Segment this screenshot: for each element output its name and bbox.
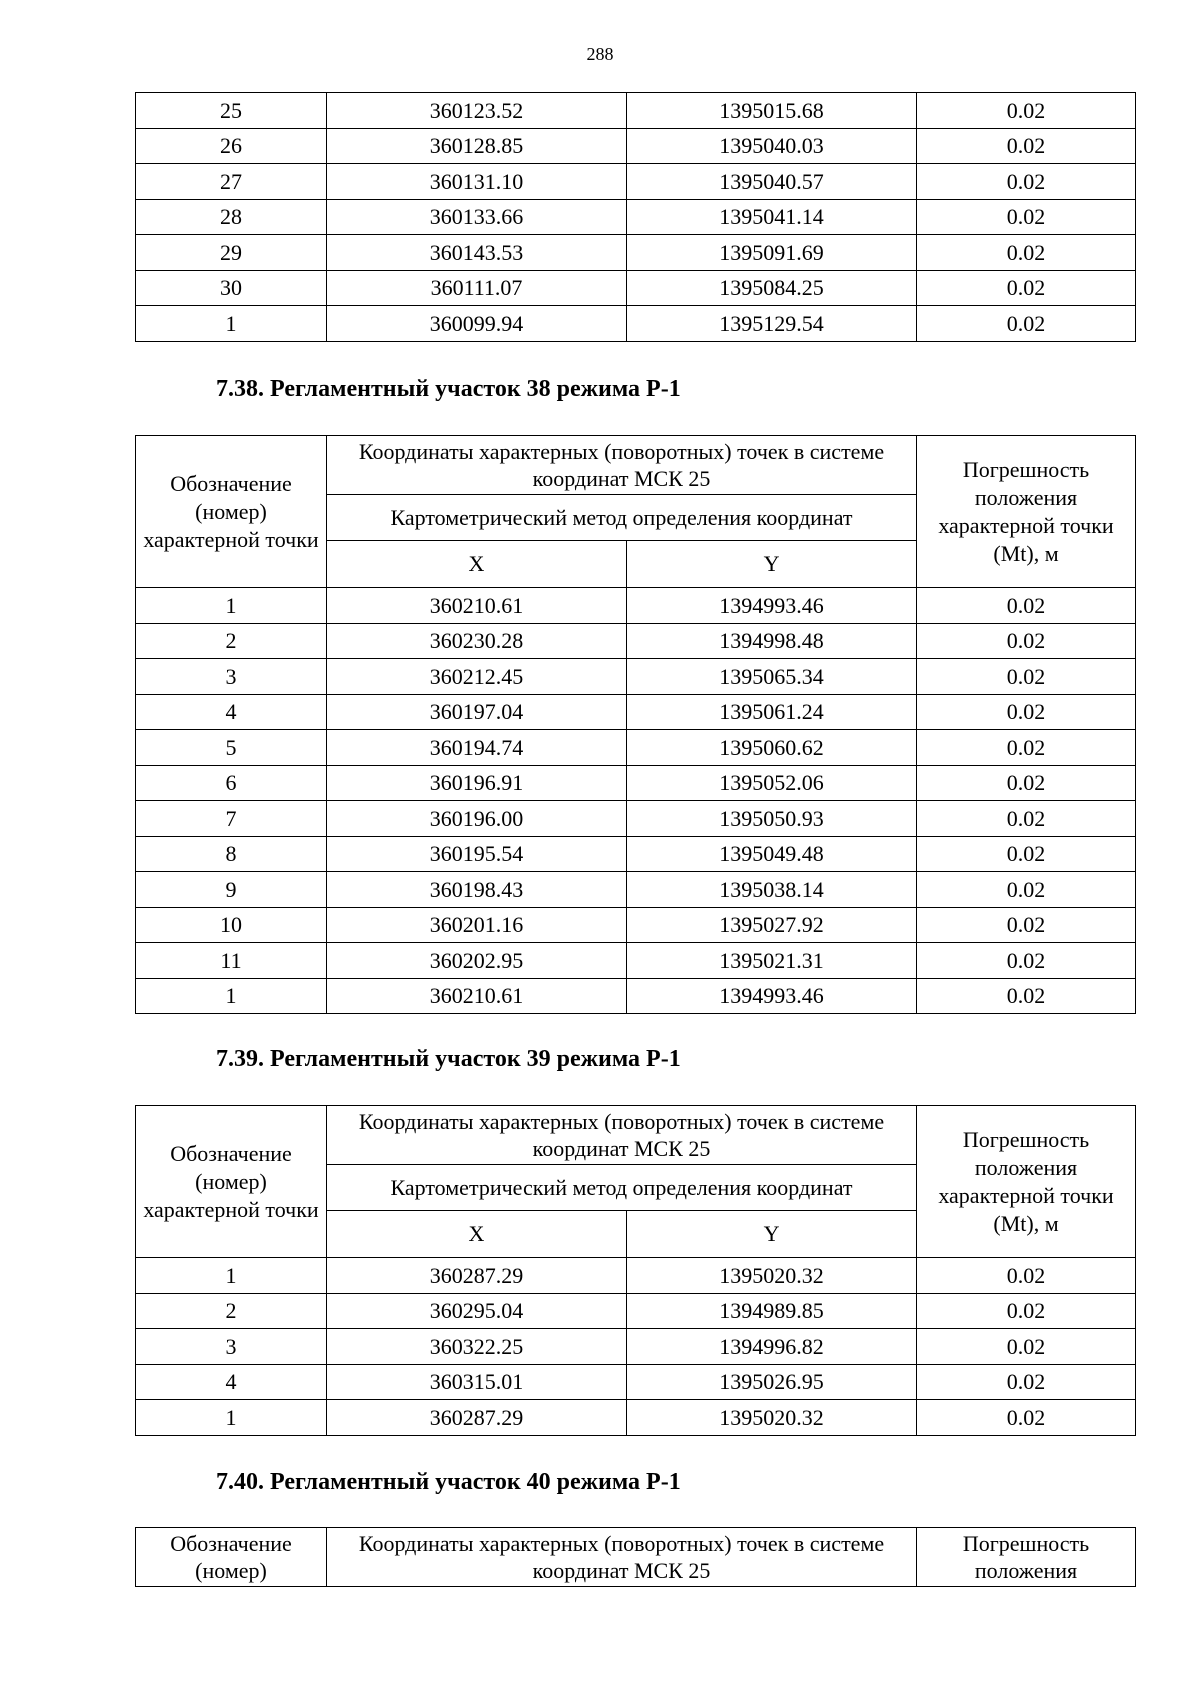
point-number: 1 <box>136 978 327 1014</box>
point-number: 8 <box>136 836 327 872</box>
position-error: 0.02 <box>917 235 1136 271</box>
coord-y: 1394993.46 <box>627 588 917 624</box>
coord-x: 360196.91 <box>327 765 627 801</box>
table-row <box>136 801 1136 837</box>
coord-y: 1395129.54 <box>627 306 917 342</box>
point-number: 26 <box>136 128 327 164</box>
coord-y: 1394993.46 <box>627 978 917 1014</box>
coord-y: 1394998.48 <box>627 623 917 659</box>
position-error: 0.02 <box>917 907 1136 943</box>
position-error: 0.02 <box>917 943 1136 979</box>
position-error: 0.02 <box>917 978 1136 1014</box>
position-error: 0.02 <box>917 872 1136 908</box>
position-error: 0.02 <box>917 623 1136 659</box>
table-row <box>136 836 1136 872</box>
position-error: 0.02 <box>917 588 1136 624</box>
table-row <box>136 943 1136 979</box>
coord-y: 1395091.69 <box>627 235 917 271</box>
coord-x: 360131.10 <box>327 164 627 200</box>
table-row <box>136 1293 1136 1329</box>
table-row <box>136 93 1136 129</box>
header-x: X <box>327 541 627 588</box>
table-row <box>136 1329 1136 1365</box>
table-row <box>136 694 1136 730</box>
coord-x: 360202.95 <box>327 943 627 979</box>
coordinates-table-40 <box>135 1527 1136 1587</box>
coord-y: 1395040.57 <box>627 164 917 200</box>
header-x: X <box>327 1211 627 1258</box>
header-coords: Координаты характерных (поворотных) точек в системе координат МСК 25 <box>327 1106 917 1165</box>
point-number: 25 <box>136 93 327 129</box>
position-error: 0.02 <box>917 270 1136 306</box>
coord-y: 1395038.14 <box>627 872 917 908</box>
header-error: Погрешность положения характерной точки (Mt), м <box>917 436 1136 588</box>
coord-x: 360287.29 <box>327 1258 627 1294</box>
header-coords: Координаты характерных (поворотных) точек в системе координат МСК 25 <box>327 1528 917 1587</box>
table-row <box>136 765 1136 801</box>
coord-x: 360322.25 <box>327 1329 627 1365</box>
table-row <box>136 623 1136 659</box>
point-number: 10 <box>136 907 327 943</box>
position-error: 0.02 <box>917 164 1136 200</box>
point-number: 29 <box>136 235 327 271</box>
coord-y: 1395049.48 <box>627 836 917 872</box>
position-error: 0.02 <box>917 1329 1136 1365</box>
coord-y: 1395041.14 <box>627 199 917 235</box>
position-error: 0.02 <box>917 199 1136 235</box>
coord-x: 360128.85 <box>327 128 627 164</box>
table-row <box>136 907 1136 943</box>
table-row <box>136 1364 1136 1400</box>
coord-y: 1395065.34 <box>627 659 917 695</box>
point-number: 11 <box>136 943 327 979</box>
coord-y: 1395020.32 <box>627 1258 917 1294</box>
position-error: 0.02 <box>917 1293 1136 1329</box>
position-error: 0.02 <box>917 730 1136 766</box>
coord-x: 360197.04 <box>327 694 627 730</box>
point-number: 1 <box>136 1258 327 1294</box>
section-title-40: 7.40. Регламентный участок 40 режима Р-1 <box>216 1469 681 1495</box>
coord-x: 360194.74 <box>327 730 627 766</box>
position-error: 0.02 <box>917 1400 1136 1436</box>
position-error: 0.02 <box>917 93 1136 129</box>
coord-x: 360196.00 <box>327 801 627 837</box>
header-error-truncated: Погрешность положения <box>917 1528 1136 1587</box>
position-error: 0.02 <box>917 1258 1136 1294</box>
coord-y: 1394996.82 <box>627 1329 917 1365</box>
header-point-truncated: Обозначение (номер) <box>136 1528 327 1587</box>
point-number: 2 <box>136 1293 327 1329</box>
point-number: 1 <box>136 1400 327 1436</box>
coord-x: 360212.45 <box>327 659 627 695</box>
coord-y: 1395026.95 <box>627 1364 917 1400</box>
table-row <box>136 270 1136 306</box>
point-number: 30 <box>136 270 327 306</box>
table-row <box>136 1400 1136 1436</box>
position-error: 0.02 <box>917 836 1136 872</box>
table-row <box>136 199 1136 235</box>
coord-x: 360198.43 <box>327 872 627 908</box>
coord-x: 360210.61 <box>327 978 627 1014</box>
table-row <box>136 1258 1136 1294</box>
position-error: 0.02 <box>917 306 1136 342</box>
point-number: 3 <box>136 1329 327 1365</box>
header-method: Картометрический метод определения координат <box>327 495 917 541</box>
position-error: 0.02 <box>917 801 1136 837</box>
coord-x: 360123.52 <box>327 93 627 129</box>
coord-y: 1395060.62 <box>627 730 917 766</box>
coord-x: 360295.04 <box>327 1293 627 1329</box>
coordinates-table-38 <box>135 435 1136 1014</box>
table-row <box>136 978 1136 1014</box>
point-number: 27 <box>136 164 327 200</box>
point-number: 6 <box>136 765 327 801</box>
position-error: 0.02 <box>917 765 1136 801</box>
coord-y: 1395052.06 <box>627 765 917 801</box>
header-error: Погрешность положения характерной точки (Mt), м <box>917 1106 1136 1258</box>
coord-x: 360315.01 <box>327 1364 627 1400</box>
coord-y: 1395061.24 <box>627 694 917 730</box>
table-row <box>136 306 1136 342</box>
point-number: 1 <box>136 306 327 342</box>
coord-x: 360133.66 <box>327 199 627 235</box>
table-row <box>136 588 1136 624</box>
coord-y: 1395015.68 <box>627 93 917 129</box>
coordinates-table-continued <box>135 92 1136 342</box>
point-number: 28 <box>136 199 327 235</box>
coord-x: 360143.53 <box>327 235 627 271</box>
point-number: 1 <box>136 588 327 624</box>
position-error: 0.02 <box>917 694 1136 730</box>
coord-y: 1395050.93 <box>627 801 917 837</box>
table-row <box>136 872 1136 908</box>
coordinates-table-39 <box>135 1105 1136 1436</box>
coord-y: 1395021.31 <box>627 943 917 979</box>
point-number: 2 <box>136 623 327 659</box>
header-y: Y <box>627 541 917 588</box>
section-title-39: 7.39. Регламентный участок 39 режима Р-1 <box>216 1046 681 1072</box>
coord-y: 1395027.92 <box>627 907 917 943</box>
coord-x: 360195.54 <box>327 836 627 872</box>
coord-x: 360201.16 <box>327 907 627 943</box>
table-row <box>136 730 1136 766</box>
coord-y: 1395040.03 <box>627 128 917 164</box>
position-error: 0.02 <box>917 1364 1136 1400</box>
coord-x: 360210.61 <box>327 588 627 624</box>
coord-y: 1395084.25 <box>627 270 917 306</box>
header-method: Картометрический метод определения координат <box>327 1165 917 1211</box>
coord-y: 1394989.85 <box>627 1293 917 1329</box>
table-row <box>136 659 1136 695</box>
page-number: 288 <box>586 44 614 64</box>
point-number: 4 <box>136 1364 327 1400</box>
header-coords: Координаты характерных (поворотных) точек в системе координат МСК 25 <box>327 436 917 495</box>
position-error: 0.02 <box>917 659 1136 695</box>
coord-x: 360111.07 <box>327 270 627 306</box>
table-row <box>136 235 1136 271</box>
point-number: 4 <box>136 694 327 730</box>
point-number: 7 <box>136 801 327 837</box>
header-y: Y <box>627 1211 917 1258</box>
coord-x: 360099.94 <box>327 306 627 342</box>
coord-x: 360230.28 <box>327 623 627 659</box>
header-point: Обозначение (номер) характерной точки <box>136 1106 327 1258</box>
coord-x: 360287.29 <box>327 1400 627 1436</box>
header-point: Обозначение (номер) характерной точки <box>136 436 327 588</box>
section-title-38: 7.38. Регламентный участок 38 режима Р-1 <box>216 376 681 402</box>
table-row <box>136 164 1136 200</box>
position-error: 0.02 <box>917 128 1136 164</box>
table-row <box>136 128 1136 164</box>
point-number: 3 <box>136 659 327 695</box>
coord-y: 1395020.32 <box>627 1400 917 1436</box>
point-number: 5 <box>136 730 327 766</box>
point-number: 9 <box>136 872 327 908</box>
